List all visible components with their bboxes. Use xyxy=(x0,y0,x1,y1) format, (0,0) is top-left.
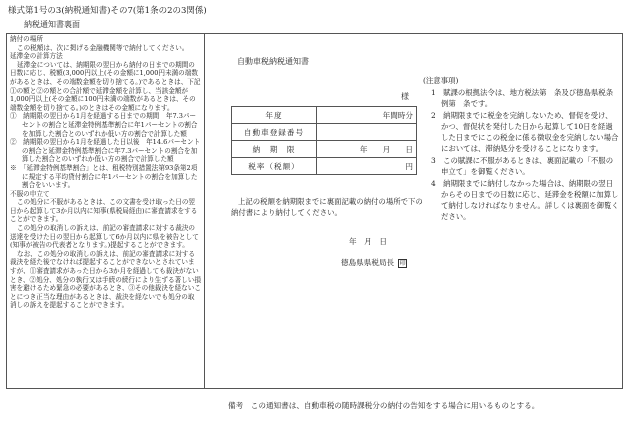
notes-title: (注意事項) xyxy=(423,76,459,85)
instruction-paragraph: この税額は、次に掲げる金融機関等で納付してください。 xyxy=(17,43,189,52)
registration-number-value xyxy=(317,124,417,141)
fiscal-year-label: 年度 xyxy=(232,107,317,124)
instruction-paragraph: ② 納期限の翌日から1月を経過した日以後 年14.6パーセントの割合と延滞金特例基準割合に年7.3パーセントの割合を加算した割合とのいずれか低い方の割合で計算した額 xyxy=(10,138,201,164)
fiscal-year-value: 年間時分 xyxy=(317,107,417,124)
table-row xyxy=(232,107,417,124)
due-date-value: 年 月 日 xyxy=(317,141,417,158)
form-subtitle: 納税通知書裏面 xyxy=(24,20,80,29)
instruction-paragraph: この処分に不服があるときは、この文書を受け取った日の翌日から起算して3か月以内に知事(県税局経由)に審査請求をすることができます。 xyxy=(10,198,198,224)
instruction-paragraph: この処分の取消しの訴えは、前記の審査請求に対する裁決の送達を受けた日の翌日から起算して6か月以内に県を被告として(知事が被告の代表者となります。)提起することができます。 xyxy=(10,224,199,250)
instruction-paragraph: ※ 「延滞金特例基準割合」とは、租税特別措置法第93条第2項に規定する平均貸付割合に年1パーセントの割合を加算した割合をいいます。 xyxy=(10,163,198,190)
remark: 備考 この通知書は、自動車税の随時課税分の納付の告知をする場合に用いるものとする。 xyxy=(228,401,540,410)
seal-icon: 印 xyxy=(399,259,406,267)
instruction-paragraph: 不服の申立て xyxy=(10,189,50,198)
registration-number-label: 自動車登録番号 xyxy=(232,124,317,141)
addressee-honorific: 様 xyxy=(401,92,409,101)
tax-info-table xyxy=(231,106,417,175)
issuer-name: 徳島県県税局長 xyxy=(341,258,395,267)
note-item: 3 この賦課に不服があるときは、裏面記載の「不服の申立て」を御覧ください。 xyxy=(431,156,614,176)
due-date-label: 納 期 限 xyxy=(232,141,317,158)
tax-amount-label: 税率（税額） xyxy=(232,158,317,175)
instruction-paragraph: ① 納期限の翌日から1月を経過する日までの期間 年7.3パーセントの割合と延滞金特例基準割合に年1パーセントの割合を加算した割合とのいずれか低い方の割合で計算した額 xyxy=(10,112,198,138)
instruction-paragraph: 納付の場所 xyxy=(10,35,43,43)
note-item: 2 納期限までに税金を完納しないため、督促を受け、かつ、督促状を発付した日から起算して10日を経過した日までにこの税金に係る徴収金を完納しない場合においては、滞納処分を受けることになります。 xyxy=(431,111,619,153)
table-row xyxy=(232,141,417,158)
note-item: 1 賦課の根拠法令は、地方税法第 条及び徳島県税条例第 条です。 xyxy=(431,88,614,108)
issue-date: 年 月 日 xyxy=(349,237,387,246)
payment-message: 上記の税額を納期限までに裏面記載の納付の場所で下の納付書により納付してください。 xyxy=(231,197,423,217)
form-number: 様式第1号の3(納税通知書)その7(第1条の2の3関係) xyxy=(8,6,207,16)
tax-amount-value: 円 xyxy=(317,158,417,175)
table-row xyxy=(232,158,417,175)
note-item: 4 納期限までに納付しなかった場合は、納期限の翌日からその日までの日数に応じ、延滞金を税額に加算して納付しなければなりません。詳しくは裏面を御覧ください。 xyxy=(431,179,619,221)
document-frame xyxy=(6,33,623,389)
table-row xyxy=(232,124,417,141)
instruction-paragraph: 延滞金については、納期限の翌日から納付の日までの期間の日数に応じ、税額(3,000円以上(その金額に1,000円未満の端数があるときは、その端数金額を切り捨てる。)であるときは、下記①の額と②の額との合計額で延滞金額を計算し、当該金額が1,000円以上(その金額に100円未満の端数があるときは、その端数金額を切り捨てる。)のときはその金額になります。 xyxy=(10,60,201,112)
back-side-instructions xyxy=(7,34,205,388)
instruction-paragraph: なお、この処分の取消しの訴えは、前記の審査請求に対する裁決を経た後でなければ提起することができないとされていますが、①審査請求があった日から3か月を経過しても裁決がないとき、②処分、処分の執行又は手続の続行により生ずる著しい損害を避けるため緊急の必要があるとき、③その他裁決を経ないことにつき正当な理由があるときは、裁決を経ないでも処分の取消しの訴えを提起することができます。 xyxy=(10,249,201,310)
instruction-paragraph: 延滞金の計算方法 xyxy=(10,52,63,61)
notice-title: 自動車税納税通知書 xyxy=(237,57,309,66)
notes-panel xyxy=(423,75,619,222)
notice-panel xyxy=(229,44,423,388)
issuer xyxy=(341,257,407,268)
